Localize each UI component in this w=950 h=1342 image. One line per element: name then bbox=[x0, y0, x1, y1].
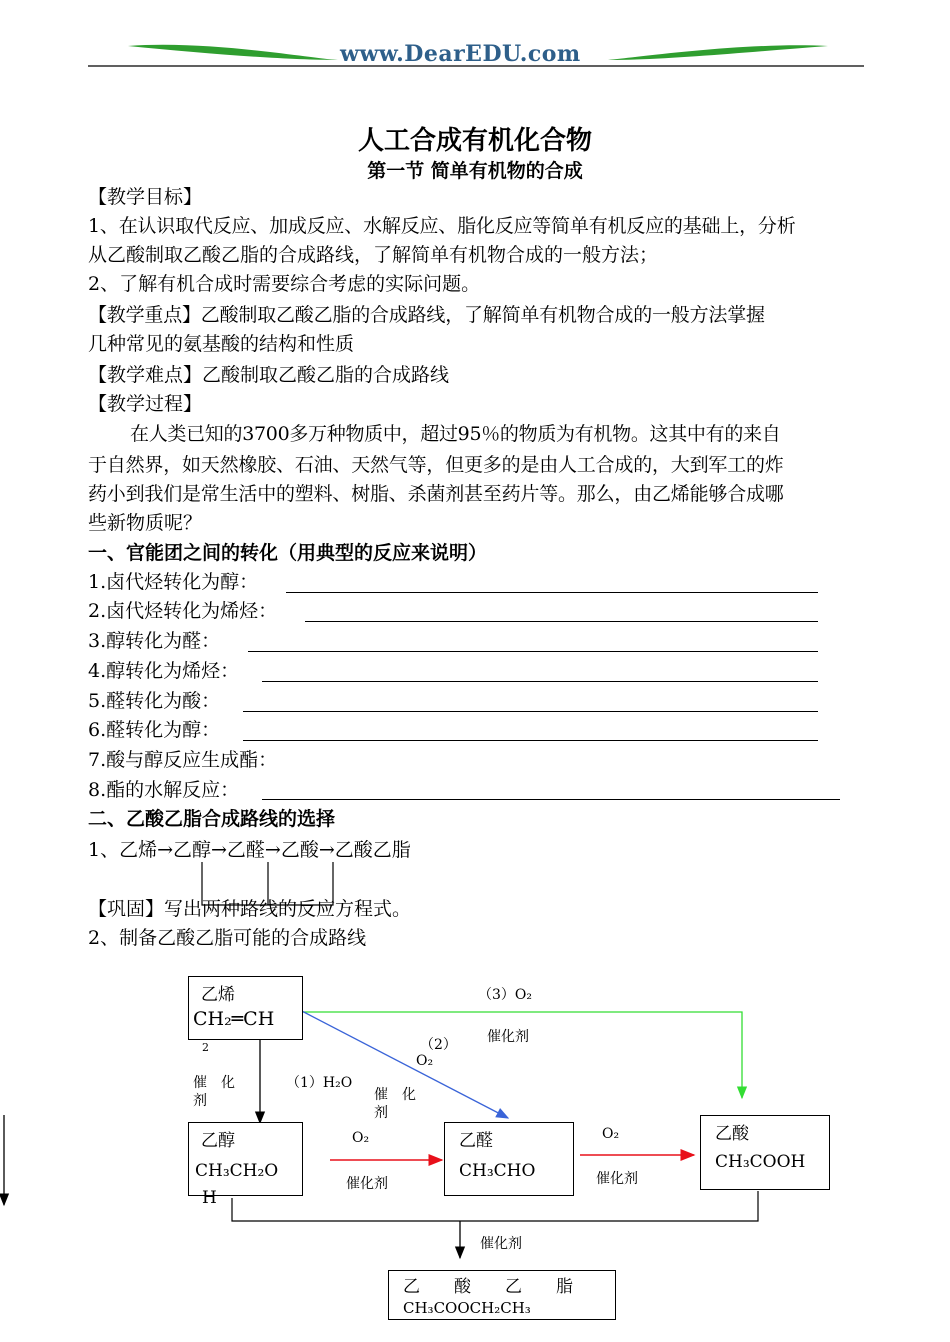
ethanol-name: 乙醇 bbox=[201, 1131, 235, 1151]
ester-formula: CH₃COOCH₂CH₃ bbox=[403, 1299, 531, 1317]
ethanol-tail: H bbox=[202, 1188, 217, 1208]
box-acetaldehyde bbox=[444, 1122, 574, 1196]
label-cat-a: 催化剂 bbox=[346, 1176, 388, 1192]
acetaldehyde-name: 乙醛 bbox=[459, 1131, 493, 1151]
label-cat-mid-a: 催 化 bbox=[374, 1087, 416, 1103]
route1-line: 1、乙烯→乙醇→乙醛→乙酸→乙酸乙脂 bbox=[88, 839, 411, 861]
item-7: 7.酸与醇反应生成酯： bbox=[88, 749, 278, 771]
ethylene-name: 乙烯 bbox=[201, 985, 235, 1005]
label-route3: （3）O₂ bbox=[478, 987, 532, 1003]
item-4: 4.醇转化为烯烃： bbox=[88, 660, 240, 682]
page-title: 人工合成有机化合物 bbox=[357, 126, 592, 156]
label-cat-left-b: 剂 bbox=[193, 1093, 207, 1109]
difficulty-line: 【教学难点】乙酸制取乙酸乙脂的合成路线 bbox=[88, 364, 450, 386]
item-6: 6.醛转化为醇： bbox=[88, 719, 221, 741]
label-o2-a: O₂ bbox=[352, 1130, 370, 1146]
label-route2-o2: O₂ bbox=[416, 1053, 434, 1069]
label-cat-mid-b: 剂 bbox=[374, 1105, 388, 1121]
label-o2-b: O₂ bbox=[602, 1126, 620, 1142]
acetic-name: 乙酸 bbox=[715, 1124, 749, 1144]
ethanol-formula: CH₃CH₂O bbox=[195, 1161, 279, 1181]
item-3: 3.醇转化为醛： bbox=[88, 630, 221, 652]
item-8: 8.酯的水解反应： bbox=[88, 779, 240, 801]
process-p1: 在人类已知的3700多万种物质中，超过95％的物质为有机物。这其中有的来自 bbox=[130, 423, 781, 445]
arrow-ethylene-to-acetic bbox=[302, 1012, 742, 1098]
route2-line: 2、制备乙酸乙脂可能的合成路线 bbox=[88, 927, 367, 949]
goals-line1a: 1、在认识取代反应、加成反应、水解反应、脂化反应等简单有机反应的基础上，分析 bbox=[88, 215, 796, 237]
ethylene-sub: 2 bbox=[202, 1041, 209, 1054]
label-cat-left-a: 催 化 bbox=[193, 1075, 235, 1091]
label-route3-cat: 催化剂 bbox=[487, 1029, 529, 1045]
goals-line2: 2、了解有机合成时需要综合考虑的实际问题。 bbox=[88, 273, 481, 295]
key-line-a: 【教学重点】乙酸制取乙酸乙脂的合成路线，了解简单有机物合成的一般方法掌握 bbox=[88, 304, 765, 326]
consolidate-line: 【巩固】写出两种路线的反应方程式。 bbox=[88, 898, 412, 920]
process-heading: 【教学过程】 bbox=[88, 393, 203, 415]
box-acetic-acid bbox=[700, 1115, 830, 1190]
item-5: 5.醛转化为酸： bbox=[88, 690, 221, 712]
ester-name: 乙 酸 乙 脂 bbox=[403, 1277, 573, 1297]
section1-heading: 一、官能团之间的转化（用典型的反应来说明） bbox=[88, 542, 488, 564]
key-line-b: 几种常见的氨基酸的结构和性质 bbox=[88, 333, 355, 355]
ethylene-formula: CH₂═CH bbox=[193, 1008, 275, 1030]
process-p4: 些新物质呢？ bbox=[88, 512, 203, 534]
label-cat-b: 催化剂 bbox=[596, 1171, 638, 1187]
box-ethanol bbox=[188, 1122, 303, 1196]
label-route1: （1）H₂O bbox=[286, 1075, 353, 1091]
site-logo: www.DearEDU.com bbox=[340, 41, 581, 67]
process-p2: 于自然界，如天然橡胶、石油、天然气等，但更多的是由人工合成的，大到军工的炸 bbox=[88, 454, 784, 476]
acetaldehyde-formula: CH₃CHO bbox=[459, 1161, 536, 1181]
process-p3: 药小到我们是常生活中的塑料、树脂、杀菌剂甚至药片等。那么，由乙烯能够合成哪 bbox=[88, 483, 784, 505]
goals-heading: 【教学目标】 bbox=[88, 186, 203, 208]
item-1: 1.卤代烃转化为醇： bbox=[88, 571, 259, 593]
section2-heading: 二、乙酸乙脂合成路线的选择 bbox=[88, 808, 336, 830]
label-route2: （2） bbox=[420, 1037, 457, 1053]
acetic-formula: CH₃COOH bbox=[715, 1152, 806, 1172]
label-cat-bottom: 催化剂 bbox=[480, 1236, 522, 1252]
item-2: 2.卤代烃转化为烯烃： bbox=[88, 600, 278, 622]
box-ethylene bbox=[188, 976, 303, 1040]
box-ethyl-acetate bbox=[388, 1270, 616, 1320]
page-subtitle: 第一节 简单有机物的合成 bbox=[367, 160, 583, 182]
goals-line1b: 从乙酸制取乙酸乙脂的合成路线，了解简单有机物合成的一般方法； bbox=[88, 244, 659, 266]
